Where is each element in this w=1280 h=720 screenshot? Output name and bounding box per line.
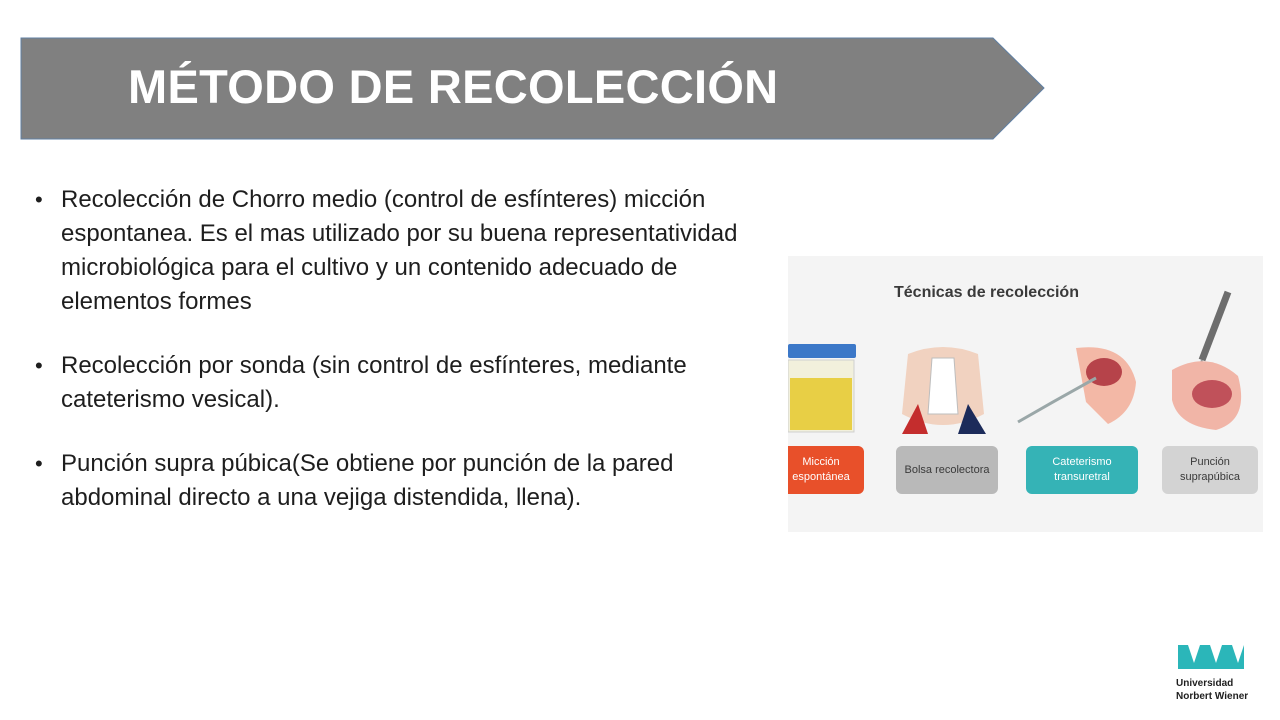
figure-title: Técnicas de recolección bbox=[894, 284, 1079, 301]
catheter-illustration bbox=[1016, 342, 1146, 434]
bullet-text: Recolección de Chorro medio (control de esfínteres) micción espontanea. Es el mas utilizado por su buena representatividad microbiológica para el cultivo y un contenido adecuado de elementos formes bbox=[61, 186, 738, 315]
logo-text-line2: Norbert Wiener bbox=[1176, 691, 1249, 702]
page-title: MÉTODO DE RECOLECCIÓN bbox=[128, 60, 779, 113]
urine-cup-illustration bbox=[788, 344, 860, 436]
bullet-item-suprapubic bbox=[35, 447, 750, 515]
label-tile-midstream: Micción espontánea bbox=[788, 446, 864, 494]
label-tile-suprapubic: Punción suprapúbica bbox=[1162, 446, 1258, 494]
university-logo bbox=[1176, 643, 1270, 702]
wiener-logo-icon bbox=[1176, 643, 1246, 671]
bullet-item-catheter bbox=[35, 349, 750, 417]
title-banner bbox=[20, 37, 1046, 140]
logo-text-line1: Universidad bbox=[1176, 678, 1234, 689]
collection-bag-illustration bbox=[898, 344, 988, 436]
bullet-item-midstream bbox=[35, 183, 750, 319]
bullet-text: Recolección por sonda (sin control de esfínteres, mediante cateterismo vesical). bbox=[61, 352, 687, 413]
bullet-marker: • bbox=[35, 353, 43, 378]
suprapubic-puncture-illustration bbox=[1168, 290, 1263, 440]
label-tile-bag: Bolsa recolectora bbox=[896, 446, 998, 494]
label-tile-catheter: Cateterismo transuretral bbox=[1026, 446, 1138, 494]
bullet-marker: • bbox=[35, 187, 43, 212]
bullet-list bbox=[35, 183, 750, 545]
bullet-text: Punción supra púbica(Se obtiene por punción de la pared abdominal directo a una vejiga distendida, llena). bbox=[61, 450, 674, 511]
collection-techniques-figure bbox=[788, 256, 1263, 532]
bullet-marker: • bbox=[35, 451, 43, 476]
